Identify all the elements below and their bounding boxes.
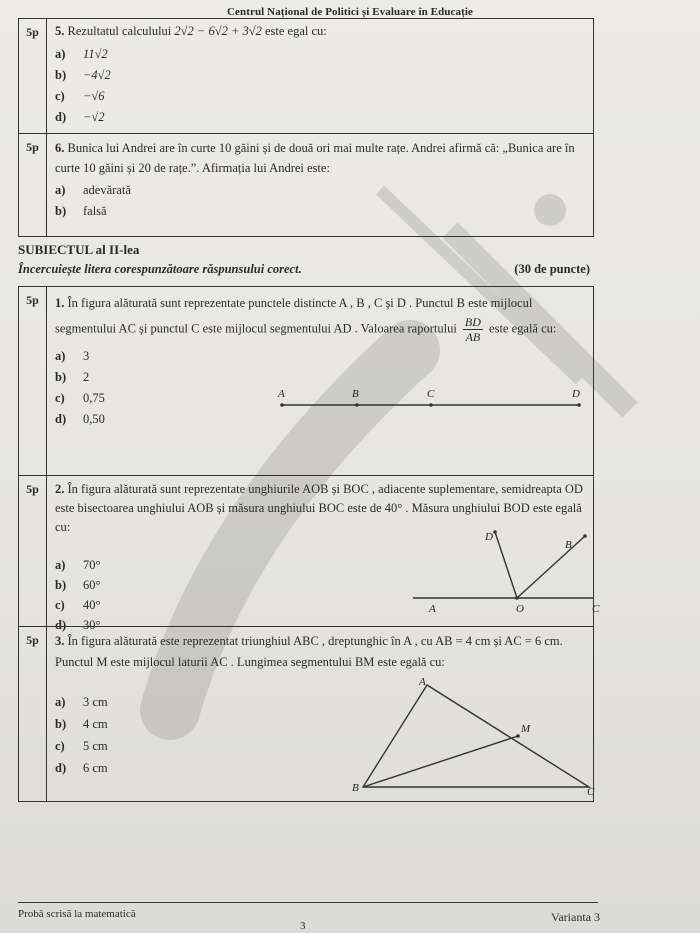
question-text: 3. În figura alăturată este reprezentat triunghiul ABC , dreptunghic în A , cu AB = 4 cm și AC = 6 cm. Punctul M este mijlocul laturii AC . Lungimea segmentului BM este egală cu: <box>55 634 563 669</box>
question-points: 5p <box>19 134 47 236</box>
question-text: 5. Rezultatul calculului 2√2 − 6√2 + 3√2 este egal cu: <box>55 24 327 38</box>
question-text: 1. În figura alăturată sunt reprezentate punctele distincte A , B , C și D . Punctul B este mijlocul segmentului AC și punctul C este mijlocul segmentului AD . Valoarea raportului $\frac{BD}{AB}$ este egală cu: <box>55 296 557 344</box>
option-b[interactable]: b) 60° <box>55 578 101 592</box>
option-c[interactable]: c) 0,75 <box>55 391 105 405</box>
point-label-a: A <box>278 388 285 400</box>
option-a[interactable]: a) 70° <box>55 558 101 572</box>
footer-divider <box>18 902 598 903</box>
question-text: 6. Bunica lui Andrei are în curte 10 găini și de două ori mai multe rațe. Andrei afirmă că: „Bunica are în curte 10 găini și 20 de rațe.”. Afirmația lui Andrei este: <box>55 141 575 175</box>
option-c[interactable]: c) 40° <box>55 598 101 612</box>
point-label-c: C <box>427 388 435 400</box>
label-m: M <box>521 723 531 735</box>
question-text: 2. În figura alăturată sunt reprezentate unghiurile AOB și BOC , adiacente suplementare, semidreapta OD este bisectoarea unghiului AOB și măsura unghiului BOC este de 40° . Măsura unghiului BOD este egală cu: <box>55 482 583 534</box>
option-b[interactable]: b) 4 cm <box>55 717 108 731</box>
option-a[interactable]: a) 3 <box>55 349 90 363</box>
option-b[interactable]: b) −4√2 <box>55 68 111 82</box>
label-o: O <box>516 603 524 615</box>
section-title: SUBIECTUL al II-lea <box>18 242 140 257</box>
question-box-6 <box>18 133 594 237</box>
option-b[interactable]: b) 2 <box>55 370 90 384</box>
question-points: 5p <box>19 476 47 626</box>
section-instruction: Încercuiește litera corespunzătoare răspunsului corect. <box>18 262 302 276</box>
option-b[interactable]: b) falsă <box>55 204 107 218</box>
angle-figure <box>407 526 600 618</box>
option-d[interactable]: d) 30° <box>55 618 101 632</box>
label-d: D <box>485 531 493 543</box>
question-points: 5p <box>19 287 47 475</box>
question-box-ii-2 <box>18 475 600 632</box>
option-d[interactable]: d) 0,50 <box>55 412 105 426</box>
option-c[interactable]: c) −√6 <box>55 89 105 103</box>
option-d[interactable]: d) 6 cm <box>55 761 108 775</box>
label-b: B <box>565 539 572 551</box>
point-label-d: D <box>572 388 580 400</box>
option-a[interactable]: a) adevărată <box>55 183 131 197</box>
label-c: C <box>587 786 595 798</box>
segment-figure <box>274 385 584 415</box>
question-box-ii-3 <box>18 626 594 802</box>
header-institution: Centrul Național de Politici și Evaluare în Educație <box>226 6 474 18</box>
option-a[interactable]: a) 3 cm <box>55 695 108 709</box>
footer-variant: Varianta 3 <box>551 910 600 924</box>
option-a[interactable]: a) 11√2 <box>55 47 108 61</box>
question-box-5 <box>18 18 594 134</box>
section-points: (30 de puncte) <box>514 262 590 276</box>
option-d[interactable]: d) −√2 <box>55 110 105 124</box>
fraction: $\frac{BD}{AB}$ <box>464 315 481 344</box>
page-number: 3 <box>300 920 306 932</box>
option-c[interactable]: c) 5 cm <box>55 739 108 753</box>
label-a: A <box>419 676 426 688</box>
footer-subject: Probă scrisă la matematică <box>18 908 136 920</box>
label-c: C <box>592 603 600 615</box>
label-a: A <box>429 603 436 615</box>
question-points: 5p <box>19 627 47 801</box>
question-points: 5p <box>19 19 47 133</box>
question-box-ii-1 <box>18 286 594 476</box>
label-b: B <box>352 782 359 794</box>
point-label-b: B <box>352 388 359 400</box>
triangle-figure <box>349 675 595 803</box>
